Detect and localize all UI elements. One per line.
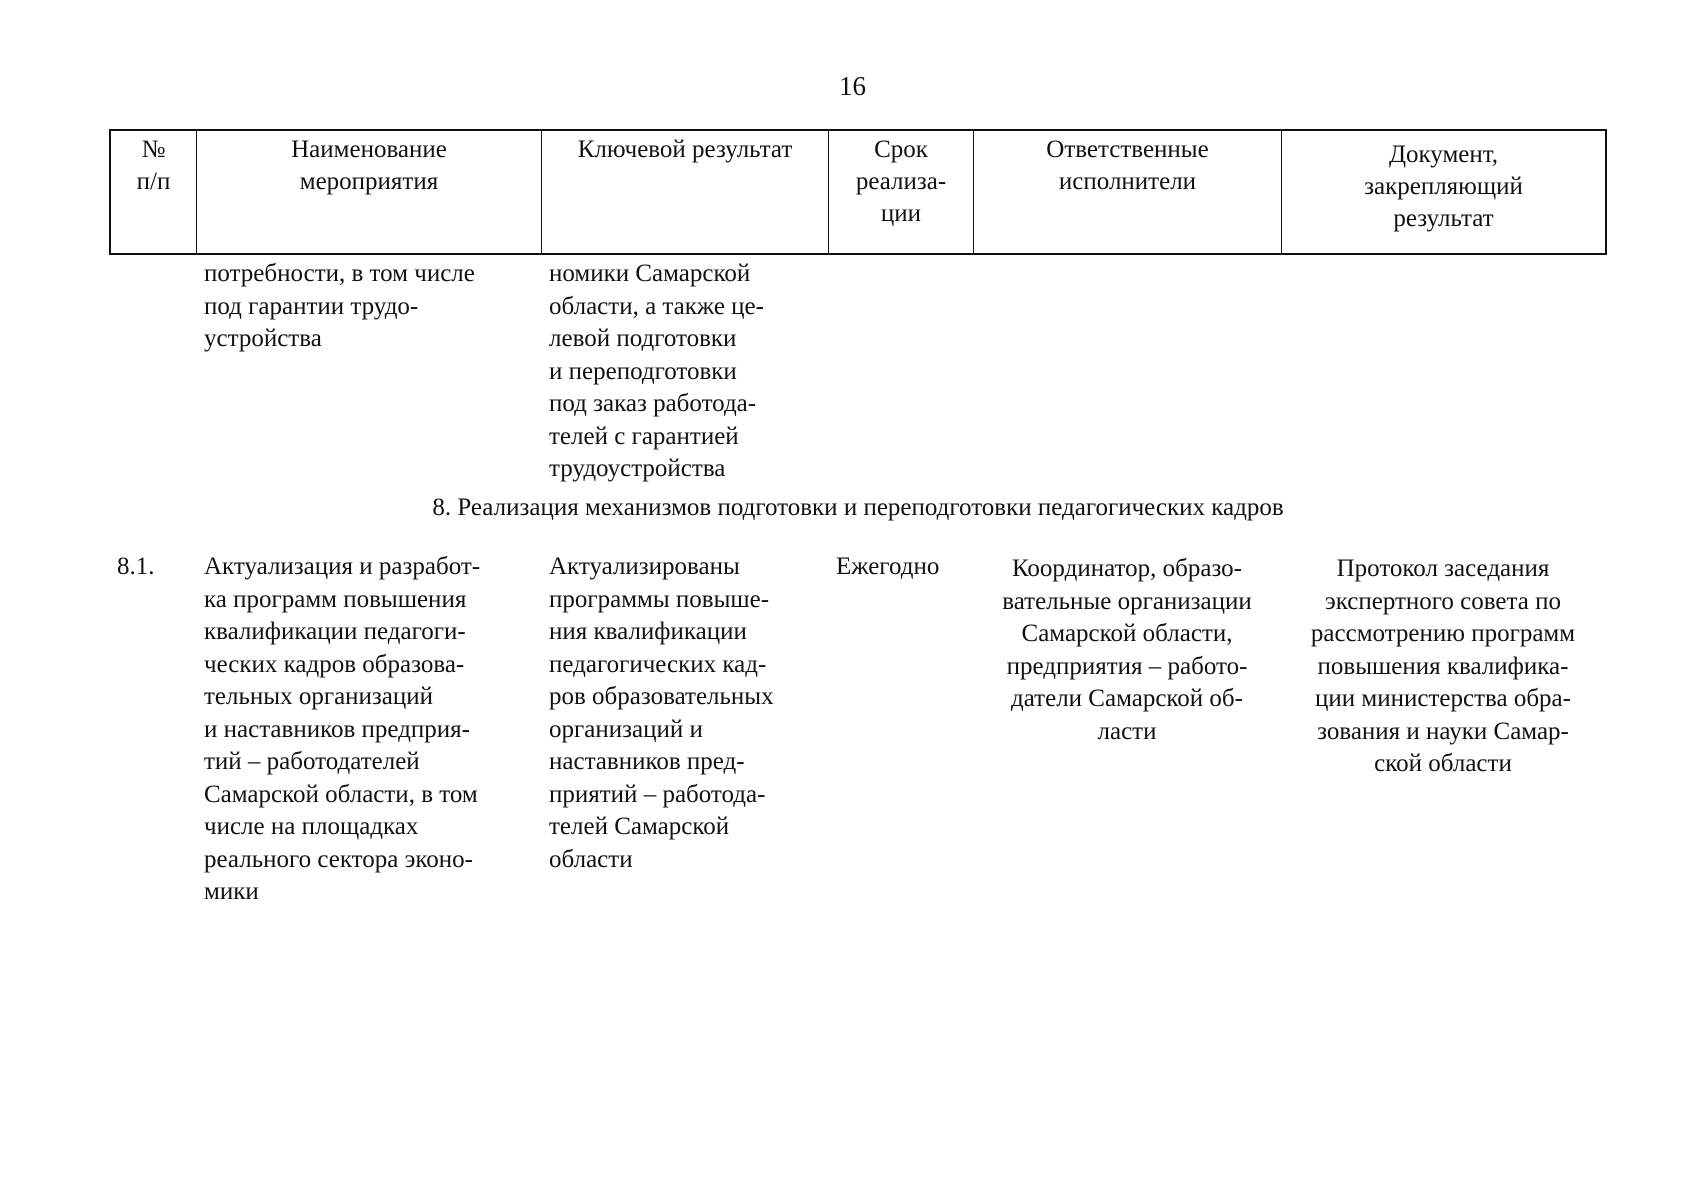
page-number: 16 bbox=[839, 71, 866, 101]
continued-row-result: номики Самарской области, а также це- левой подготовки и переподготовки под заказ работода- телей с гарантией трудоустройства bbox=[549, 260, 764, 482]
row-8-1-result: Актуализированы программы повыше- ния квалификации педагогических кад- ров образовательных организаций и наставников пред- приятий – работода- телей Самарской области bbox=[549, 553, 774, 873]
row-8-1-name: Актуализация и разработ- ка программ повышения квалификации педагоги- ческих кадров образова- тельных организаций и наставников предприя- тий – работодателей Самарской области, в том числе на площадках реального сектора эконо- мики bbox=[204, 553, 481, 905]
row-8-1-term: Ежегодно bbox=[836, 553, 940, 580]
header-number-column bbox=[111, 131, 197, 253]
table-header bbox=[109, 129, 1607, 255]
row-8-1-document: Протокол заседания экспертного совета по рассмотрению программ повышения квалифика- ции министерства обра- зования и науки Самар- ской области bbox=[1310, 555, 1576, 777]
header-document-column bbox=[1282, 131, 1605, 253]
section-title: 8. Реализация механизмов подготовки и переподготовки педагогических кадров bbox=[432, 494, 1284, 521]
row-8-1-responsible: Координатор, образо- вательные организации Самарской области, предприятия – работо- датели Самарской об- ласти bbox=[1002, 555, 1252, 745]
header-term-column bbox=[829, 131, 974, 253]
header-result-label: Ключевой результат bbox=[577, 136, 793, 163]
header-document-label: Документ, закрепляющий результат bbox=[1364, 141, 1523, 232]
header-result-column bbox=[542, 131, 829, 253]
header-number-label: № п/п bbox=[136, 136, 171, 195]
header-term-label: Срок реализа- ции bbox=[855, 136, 947, 227]
row-8-1-number: 8.1. bbox=[117, 553, 155, 580]
header-name-label: Наименование мероприятия bbox=[291, 136, 447, 195]
header-responsible-label: Ответственные исполнители bbox=[1046, 136, 1209, 195]
header-name-column bbox=[197, 131, 542, 253]
continued-row-name: потребности, в том числе под гарантии трудо- устройства bbox=[204, 260, 475, 352]
header-responsible-column bbox=[974, 131, 1282, 253]
